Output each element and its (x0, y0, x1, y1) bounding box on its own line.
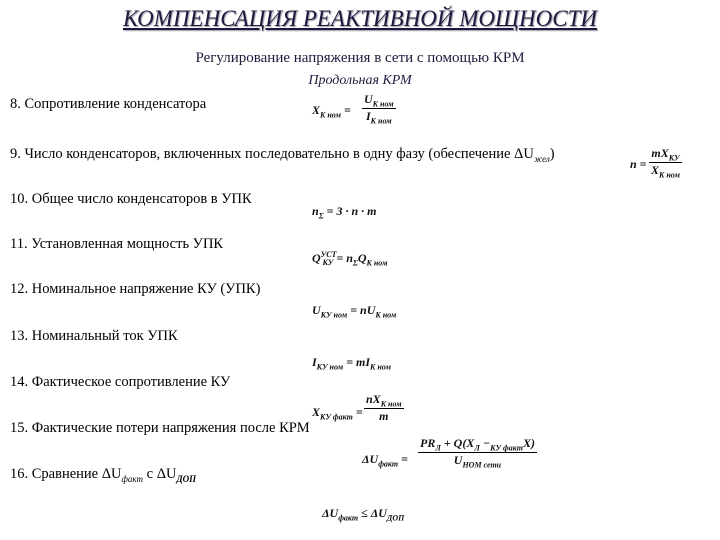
formula-9-lhs: n = (630, 157, 647, 171)
section-heading: Продольная КРМ (308, 73, 412, 88)
item-14-label: 14. Фактическое сопротивление КУ (10, 374, 231, 390)
formula-14-lhs: $X_{КУ факт}$ = (312, 405, 363, 422)
formula-10: $n_\Sigma = 3 \cdot n \cdot m$ (312, 204, 377, 221)
item-15-label: 15. Фактические потери напряжения после КРМ (10, 420, 310, 436)
item-10-label: 10. Общее число конденсаторов в УПК (10, 191, 252, 207)
item-16-label: 16. Сравнение $\Delta U_{факт}$ с $\Delta U_{ДОП}$ (10, 466, 197, 484)
formula-14-fraction: $nX_{K ном}$ m (366, 392, 402, 424)
item-9-label: 9. Число конденсаторов, включенных последовательно в одну фазу (обеспечение $\Delta U_{жел}$) (10, 146, 555, 164)
formula-8-lhs: $X_{K ном}$ = (312, 103, 351, 120)
item-12-label: 12. Номинальное напряжение КУ (УПК) (10, 281, 261, 297)
formula-12: $U_{КУ ном} = nU_{K ном}$ (312, 303, 397, 320)
subtitle: Регулирование напряжения в сети с помощью КРМ (195, 50, 525, 66)
formula-8-fraction: $U_{K ном}$ $I_{K ном}$ (364, 92, 394, 126)
formula-11: $Q^{УСТ}_{КУ} = n_\Sigma Q_{K ном}$ (312, 250, 388, 268)
formula-13: $I_{КУ ном} = mI_{K ном}$ (312, 355, 391, 372)
formula-16: $\Delta U_{факт} \le \Delta U_{ДОП}$ (322, 506, 405, 523)
page-title: КОМПЕНСАЦИЯ РЕАКТИВНОЙ МОЩНОСТИ (122, 6, 597, 31)
item-11-label: 11. Установленная мощность УПК (10, 236, 224, 252)
formula-15-lhs: $\Delta U_{факт}$ = (362, 452, 408, 469)
formula-9-fraction: $mX_{КУ}$ $X_{K ном}$ (651, 146, 680, 180)
item-13-label: 13. Номинальный ток УПК (10, 328, 178, 344)
formula-15-fraction: $PR_Л + Q(X_Л -_{КУ факт}X)$ $U_{НОМ сети}$ (420, 436, 535, 470)
item-8-label: 8. Сопротивление конденсатора (10, 96, 207, 112)
